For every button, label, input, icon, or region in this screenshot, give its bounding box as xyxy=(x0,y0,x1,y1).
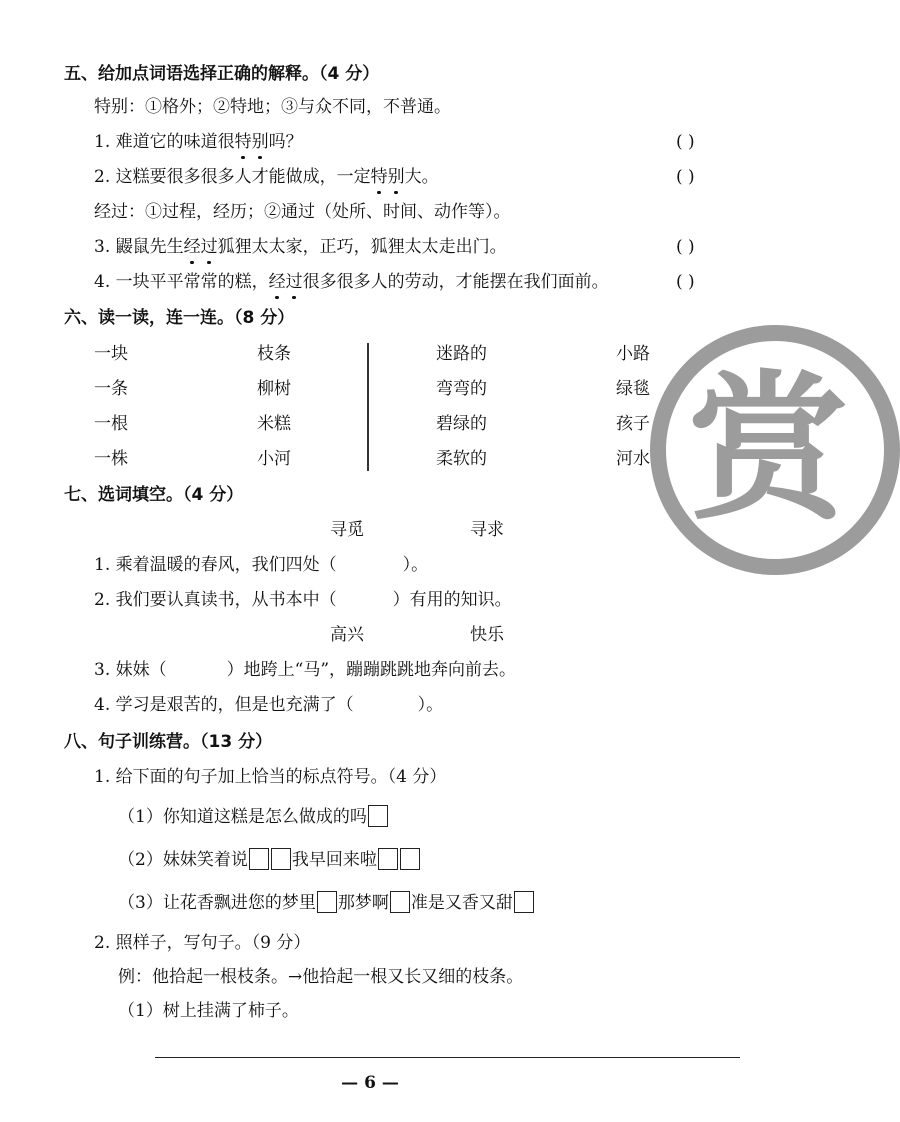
answer-paren-5-4[interactable]: ( ) xyxy=(676,272,695,292)
question-5-2: 2. 这糕要很多很多人才能做成，一定特别大。 xyxy=(94,167,439,187)
match-left-word[interactable]: 一块 xyxy=(94,344,128,364)
match-left-target[interactable]: 小河 xyxy=(257,449,291,469)
match-right-word[interactable]: 碧绿的 xyxy=(436,414,487,434)
question-5-1: 1. 难道它的味道很特别吗？ xyxy=(94,132,303,152)
section-7-heading: 七、选词填空。（4 分） xyxy=(64,485,244,505)
match-right-target[interactable]: 孩子 xyxy=(616,414,650,434)
answer-paren-5-2[interactable]: ( ) xyxy=(676,167,695,187)
subquestion-8-1: 1. 给下面的句子加上恰当的标点符号。（4 分） xyxy=(94,767,447,787)
definition-jingguo: 经过：①过程，经历；②通过（处所、时间、动作等）。 xyxy=(94,202,511,222)
seal-watermark xyxy=(650,325,900,575)
column-divider xyxy=(367,343,369,471)
punctuation-box[interactable] xyxy=(514,891,534,913)
punctuation-box[interactable] xyxy=(400,848,420,870)
footer-rule xyxy=(155,1057,740,1058)
page-number: — 6 — xyxy=(341,1073,399,1093)
punctuation-box[interactable] xyxy=(378,848,398,870)
word-choice: 高兴 xyxy=(330,625,364,645)
punctuation-box[interactable] xyxy=(271,848,291,870)
match-left-target[interactable]: 柳树 xyxy=(257,379,291,399)
definition-tebie: 特别：①格外；②特地；③与众不同，不普通。 xyxy=(94,97,451,117)
match-left-word[interactable]: 一条 xyxy=(94,379,128,399)
subquestion-8-2: 2. 照样子，写句子。（9 分） xyxy=(94,933,311,953)
example-sentence: 例：他拾起一根枝条。→他拾起一根又长又细的枝条。 xyxy=(118,967,524,987)
question-7-2: 2. 我们要认真读书，从书本中（ ）有用的知识。 xyxy=(94,590,512,610)
match-right-word[interactable]: 弯弯的 xyxy=(436,379,487,399)
punctuation-box[interactable] xyxy=(249,848,269,870)
question-7-3: 3. 妹妹（ ）地跨上“马”，蹦蹦跳跳地奔向前去。 xyxy=(94,660,517,680)
punctuation-sentence-2: （2）妹妹笑着说 我早回来啦 xyxy=(118,848,421,871)
match-left-word[interactable]: 一根 xyxy=(94,414,128,434)
match-right-target[interactable]: 绿毯 xyxy=(616,379,650,399)
match-right-word[interactable]: 迷路的 xyxy=(436,344,487,364)
match-right-target[interactable]: 河水 xyxy=(616,449,650,469)
word-choice: 寻求 xyxy=(470,520,504,540)
answer-paren-5-1[interactable]: ( ) xyxy=(676,132,695,152)
match-right-word[interactable]: 柔软的 xyxy=(436,449,487,469)
match-right-target[interactable]: 小路 xyxy=(616,344,650,364)
section-8-heading: 八、句子训练营。（13 分） xyxy=(64,732,273,752)
answer-paren-5-3[interactable]: ( ) xyxy=(676,237,695,257)
question-7-4: 4. 学习是艰苦的，但是也充满了（ ）。 xyxy=(94,695,444,715)
word-choice: 快乐 xyxy=(470,625,504,645)
match-left-word[interactable]: 一株 xyxy=(94,449,128,469)
punctuation-box[interactable] xyxy=(368,805,388,827)
rewrite-sentence-1: （1）树上挂满了柿子。 xyxy=(118,1001,299,1021)
section-5-heading: 五、给加点词语选择正确的解释。（4 分） xyxy=(64,64,380,84)
word-choice: 寻觅 xyxy=(330,520,364,540)
question-7-1: 1. 乘着温暖的春风，我们四处（ ）。 xyxy=(94,555,429,575)
match-left-target[interactable]: 米糕 xyxy=(257,414,291,434)
punctuation-sentence-1: （1）你知道这糕是怎么做成的吗 xyxy=(118,805,389,828)
punctuation-box[interactable] xyxy=(390,891,410,913)
punctuation-sentence-3: （3）让花香飘进您的梦里 那梦啊 准是又香又甜 xyxy=(118,891,535,914)
punctuation-box[interactable] xyxy=(317,891,337,913)
question-5-3: 3. 鼹鼠先生经过狐狸太太家，正巧，狐狸太太走出门。 xyxy=(94,237,507,257)
seal-glyph: 赏 xyxy=(688,355,849,542)
match-left-target[interactable]: 枝条 xyxy=(257,344,291,364)
question-5-4: 4. 一块平平常常的糕，经过很多很多人的劳动，才能摆在我们面前。 xyxy=(94,272,609,292)
section-6-heading: 六、读一读，连一连。（8 分） xyxy=(64,308,295,328)
